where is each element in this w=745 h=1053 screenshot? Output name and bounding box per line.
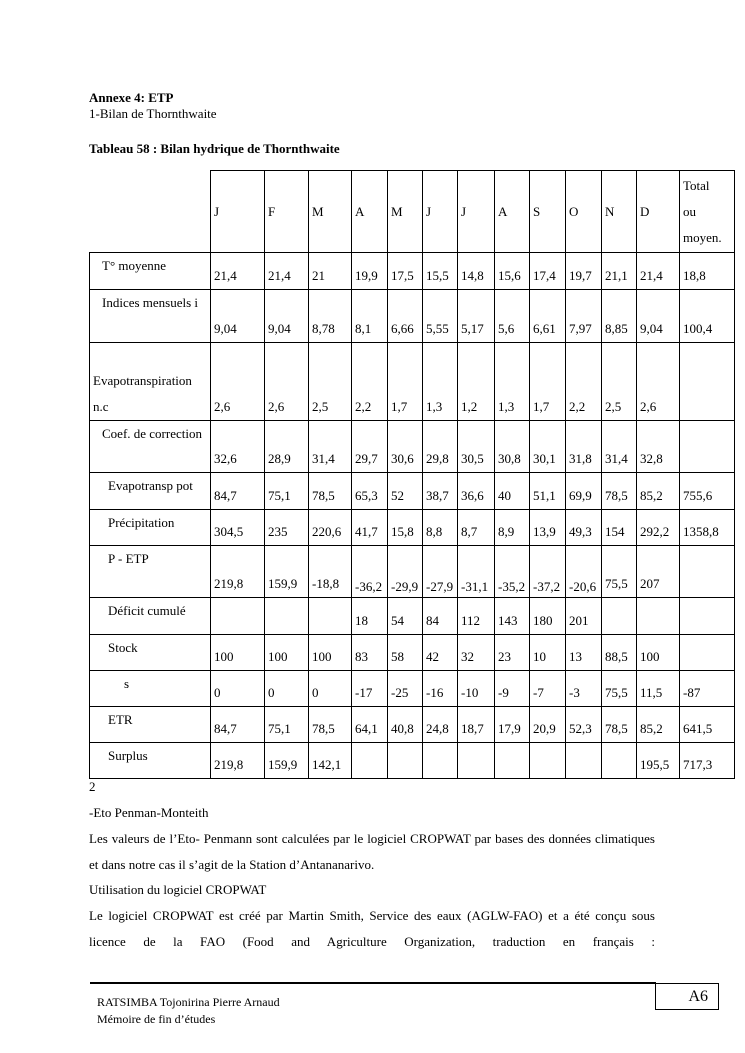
table-cell	[309, 598, 352, 635]
table-cell: -31,1	[458, 546, 495, 598]
table-cell: -18,8	[309, 546, 352, 598]
table-cell: -3	[566, 671, 602, 707]
table-cell	[566, 743, 602, 779]
table-cell: 2,6	[265, 343, 309, 421]
column-header: A	[352, 171, 388, 253]
row-label: s	[90, 671, 211, 707]
table-cell: 8,1	[352, 290, 388, 343]
page-number: A6	[655, 983, 719, 1010]
table-row	[90, 343, 735, 421]
table-cell: 143	[495, 598, 530, 635]
table-cell: 112	[458, 598, 495, 635]
table-cell: 8,7	[458, 510, 495, 546]
row-label: Evapotranspiration n.c	[90, 343, 211, 421]
table-cell: 15,8	[388, 510, 423, 546]
table-cell: 29,7	[352, 421, 388, 473]
table-cell: 84,7	[211, 707, 265, 743]
table-cell: 28,9	[265, 421, 309, 473]
table-cell: 6,66	[388, 290, 423, 343]
table-cell: 2,2	[566, 343, 602, 421]
table-cell: 10	[530, 635, 566, 671]
table-cell: 24,8	[423, 707, 458, 743]
table-cell: 78,5	[602, 707, 637, 743]
table-row	[90, 707, 735, 743]
table-cell: 0	[211, 671, 265, 707]
table-cell: 78,5	[309, 707, 352, 743]
table-cell: 21,4	[637, 253, 680, 290]
table-cell: 11,5	[637, 671, 680, 707]
table-cell: -37,2	[530, 546, 566, 598]
table-cell: 21,4	[265, 253, 309, 290]
table-cell: 159,9	[265, 546, 309, 598]
table-cell: 100,4	[680, 290, 735, 343]
paragraph-cropwat: Le logiciel CROPWAT est créé par Martin Smith, Service des eaux (AGLW-FAO) et a été conçu sous licence de la FAO (Food and Agriculture Organization, traduction en français :	[89, 908, 655, 949]
table-cell: 2,5	[602, 343, 637, 421]
table-cell: 41,7	[352, 510, 388, 546]
table-cell: 201	[566, 598, 602, 635]
table-cell: 38,7	[423, 473, 458, 510]
table-cell: 21,4	[211, 253, 265, 290]
footer-doc: Mémoire de fin d’études	[97, 1012, 216, 1026]
table-cell: 1,7	[530, 343, 566, 421]
table-cell: 75,5	[602, 546, 637, 598]
table-cell: 30,6	[388, 421, 423, 473]
subheading: 1-Bilan de Thornthwaite	[89, 106, 217, 121]
table-cell: 8,8	[423, 510, 458, 546]
table-cell	[637, 598, 680, 635]
table-row	[90, 598, 735, 635]
row-label: Evapotransp pot	[90, 473, 211, 510]
table-cell: 40,8	[388, 707, 423, 743]
table-cell: 2,2	[352, 343, 388, 421]
row-label: Stock	[90, 635, 211, 671]
column-header: M	[309, 171, 352, 253]
table-row	[90, 546, 735, 598]
table-cell: -36,2	[352, 546, 388, 598]
table-cell: 88,5	[602, 635, 637, 671]
table-cell: 78,5	[602, 473, 637, 510]
table-cell: 717,3	[680, 743, 735, 779]
table-cell: 29,8	[423, 421, 458, 473]
table-cell: 18	[352, 598, 388, 635]
table-cell: -9	[495, 671, 530, 707]
footer-rule	[90, 982, 656, 984]
table-cell: 17,4	[530, 253, 566, 290]
table-cell: 78,5	[309, 473, 352, 510]
table-cell: 9,04	[265, 290, 309, 343]
table-cell: -27,9	[423, 546, 458, 598]
table-cell: 40	[495, 473, 530, 510]
table-cell: 51,1	[530, 473, 566, 510]
table-cell	[680, 343, 735, 421]
table-cell	[530, 743, 566, 779]
row-label: P - ETP	[90, 546, 211, 598]
table-cell: 2,6	[211, 343, 265, 421]
table-cell: 30,5	[458, 421, 495, 473]
table-cell: 20,9	[530, 707, 566, 743]
table-cell: 292,2	[637, 510, 680, 546]
column-header: O	[566, 171, 602, 253]
table-cell: -10	[458, 671, 495, 707]
table-cell: 1,3	[423, 343, 458, 421]
table-cell: 100	[309, 635, 352, 671]
table-cell: -25	[388, 671, 423, 707]
table-cell	[265, 598, 309, 635]
table-cell	[423, 743, 458, 779]
column-header: D	[637, 171, 680, 253]
table-cell: 235	[265, 510, 309, 546]
table-cell: 100	[265, 635, 309, 671]
total-header-line: moyen.	[683, 229, 722, 245]
table-cell: 64,1	[352, 707, 388, 743]
table-cell: 1,3	[495, 343, 530, 421]
table-cell	[680, 635, 735, 671]
table-caption: Tableau 58 : Bilan hydrique de Thornthwaite	[89, 141, 340, 156]
table-cell: 19,9	[352, 253, 388, 290]
table-cell: -29,9	[388, 546, 423, 598]
table-cell	[495, 743, 530, 779]
table-row	[90, 473, 735, 510]
column-header: J	[211, 171, 265, 253]
table-cell	[680, 421, 735, 473]
table-cell: 49,3	[566, 510, 602, 546]
table-cell: 9,04	[211, 290, 265, 343]
table-cell: 207	[637, 546, 680, 598]
table-cell: 58	[388, 635, 423, 671]
table-cell: 15,5	[423, 253, 458, 290]
table-cell: 142,1	[309, 743, 352, 779]
table-cell: 5,6	[495, 290, 530, 343]
table-cell: 641,5	[680, 707, 735, 743]
table-cell: 31,8	[566, 421, 602, 473]
table-cell: 21	[309, 253, 352, 290]
table-row	[90, 671, 735, 707]
paragraph-cropwat-title: Utilisation du logiciel CROPWAT	[89, 882, 267, 897]
table-cell	[211, 598, 265, 635]
table-cell: 0	[265, 671, 309, 707]
table-cell: 83	[352, 635, 388, 671]
column-header: F	[265, 171, 309, 253]
table-cell: 219,8	[211, 743, 265, 779]
table-row	[90, 743, 735, 779]
table-cell: 14,8	[458, 253, 495, 290]
table-cell: 195,5	[637, 743, 680, 779]
table-cell: -20,6	[566, 546, 602, 598]
total-header-line: ou	[683, 203, 696, 219]
table-cell: 32,8	[637, 421, 680, 473]
table-cell: 84,7	[211, 473, 265, 510]
table-cell: 5,17	[458, 290, 495, 343]
row-label: T° moyenne	[90, 253, 211, 290]
table-cell: 17,5	[388, 253, 423, 290]
annex-heading: Annexe 4: ETP	[89, 90, 174, 105]
table-cell: 84	[423, 598, 458, 635]
table-cell	[388, 743, 423, 779]
column-header: N	[602, 171, 637, 253]
column-header: A	[495, 171, 530, 253]
column-header: J	[423, 171, 458, 253]
row-label: Précipitation	[90, 510, 211, 546]
section-title: -Eto Penman-Monteith	[89, 805, 209, 820]
paragraph-eto: Les valeurs de l’Eto- Penmann sont calculées par le logiciel CROPWAT par bases des données climatiques et dans notre cas il s’agit de la Station d’Antananarivo.	[89, 831, 655, 872]
row-label: Surplus	[90, 743, 211, 779]
column-header: M	[388, 171, 423, 253]
table-cell: 2,6	[637, 343, 680, 421]
column-header-total	[680, 171, 735, 253]
table-cell: -7	[530, 671, 566, 707]
table-cell: 75,1	[265, 473, 309, 510]
table-row	[90, 635, 735, 671]
table-cell: 9,04	[637, 290, 680, 343]
table-cell: 8,85	[602, 290, 637, 343]
table-cell: 54	[388, 598, 423, 635]
table-cell: 154	[602, 510, 637, 546]
table-cell: -16	[423, 671, 458, 707]
table-cell: 21,1	[602, 253, 637, 290]
table-cell: -35,2	[495, 546, 530, 598]
table-cell: 100	[637, 635, 680, 671]
table-cell: 52,3	[566, 707, 602, 743]
table-cell: 52	[388, 473, 423, 510]
table-cell: 180	[530, 598, 566, 635]
section-number: 2	[89, 779, 96, 794]
table-cell	[602, 598, 637, 635]
table-row	[90, 510, 735, 546]
water-balance-table	[89, 170, 735, 779]
table-cell: 32,6	[211, 421, 265, 473]
table-cell: 30,1	[530, 421, 566, 473]
table-cell: 0	[309, 671, 352, 707]
table-row	[90, 421, 735, 473]
column-header: J	[458, 171, 495, 253]
table-cell: 32	[458, 635, 495, 671]
table-cell: 85,2	[637, 707, 680, 743]
table-cell: 31,4	[602, 421, 637, 473]
table-cell	[680, 598, 735, 635]
table-cell: 36,6	[458, 473, 495, 510]
row-label: Coef. de correction	[90, 421, 211, 473]
table-cell	[602, 743, 637, 779]
table-cell: 100	[211, 635, 265, 671]
row-label: Indices mensuels i	[90, 290, 211, 343]
table-cell	[352, 743, 388, 779]
table-cell: 5,55	[423, 290, 458, 343]
table-cell: 75,1	[265, 707, 309, 743]
table-header-row	[90, 171, 735, 253]
table-cell: -17	[352, 671, 388, 707]
table-row	[90, 253, 735, 290]
table-cell: 1,2	[458, 343, 495, 421]
table-cell: 13,9	[530, 510, 566, 546]
table-cell: 75,5	[602, 671, 637, 707]
table-cell: 65,3	[352, 473, 388, 510]
table-cell: 17,9	[495, 707, 530, 743]
total-header-line: Total	[683, 177, 710, 193]
table-cell: 7,97	[566, 290, 602, 343]
table-cell: 755,6	[680, 473, 735, 510]
table-cell: 2,5	[309, 343, 352, 421]
table-cell: 18,8	[680, 253, 735, 290]
table-cell: 8,9	[495, 510, 530, 546]
row-label: Déficit cumulé	[90, 598, 211, 635]
table-cell: 1358,8	[680, 510, 735, 546]
table-cell: 6,61	[530, 290, 566, 343]
table-cell: 19,7	[566, 253, 602, 290]
row-label: ETR	[90, 707, 211, 743]
table-cell: 69,9	[566, 473, 602, 510]
table-cell: 1,7	[388, 343, 423, 421]
table-cell: 30,8	[495, 421, 530, 473]
table-cell	[458, 743, 495, 779]
header-corner	[90, 171, 211, 253]
table-cell: -87	[680, 671, 735, 707]
table-cell: 13	[566, 635, 602, 671]
table-cell: 219,8	[211, 546, 265, 598]
footer-author: RATSIMBA Tojonirina Pierre Arnaud	[97, 995, 280, 1009]
table-cell: 42	[423, 635, 458, 671]
table-cell: 304,5	[211, 510, 265, 546]
table-cell: 23	[495, 635, 530, 671]
table-cell: 220,6	[309, 510, 352, 546]
table-cell: 8,78	[309, 290, 352, 343]
table-cell: 18,7	[458, 707, 495, 743]
table-cell	[680, 546, 735, 598]
table-row	[90, 290, 735, 343]
table-cell: 31,4	[309, 421, 352, 473]
column-header: S	[530, 171, 566, 253]
table-cell: 85,2	[637, 473, 680, 510]
table-cell: 15,6	[495, 253, 530, 290]
table-cell: 159,9	[265, 743, 309, 779]
